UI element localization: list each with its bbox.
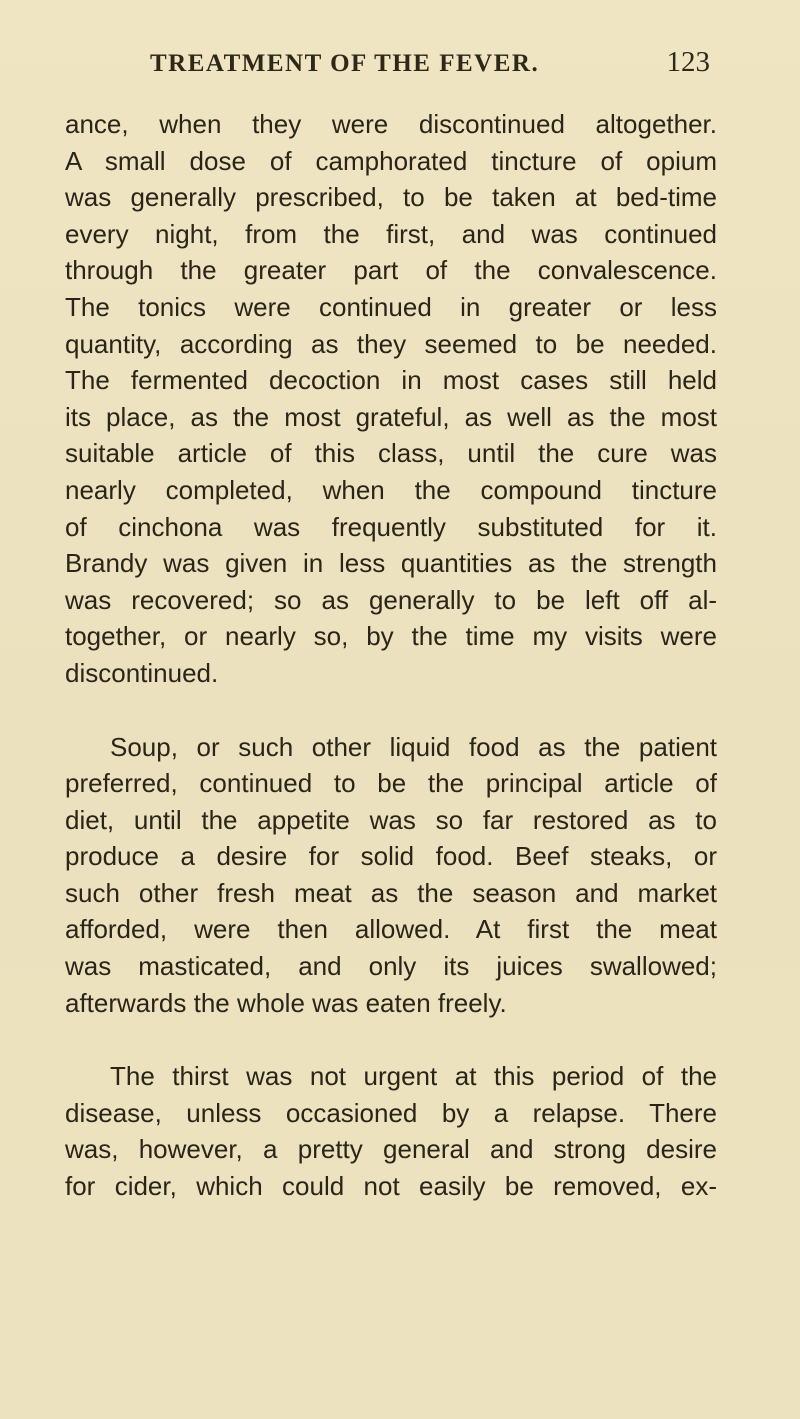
text-line: quantity, according as they seemed to be needed.	[65, 328, 717, 359]
running-head: TREATMENT OF THE FEVER.	[150, 50, 540, 77]
text-line: discontinued.	[65, 657, 219, 688]
text-line: The tonics were continued in greater or less	[65, 291, 717, 322]
text-line: ance, when they were discontinued altogether.	[65, 109, 717, 139]
text-line: its place, as the most grateful, as well as the most	[65, 401, 717, 432]
text-line: The thirst was not urgent at this period of the	[110, 1061, 717, 1092]
text-line: of cinchona was frequently substituted for it.	[65, 511, 717, 542]
text-line: disease, unless occasioned by a relapse. There	[65, 1097, 717, 1128]
text-line: diet, until the appetite was so far restored as to	[65, 804, 717, 835]
body-text	[65, 106, 717, 1205]
text-line: Soup, or such other liquid food as the patient	[110, 731, 717, 762]
text-line: produce a desire for solid food. Beef steaks, or	[65, 841, 717, 872]
text-line: afforded, were then allowed. At first the meat	[65, 914, 717, 945]
text-line: was masticated, and only its juices swallowed;	[65, 951, 717, 982]
text-line: suitable article of this class, until the cure was	[65, 438, 717, 469]
text-line: The fermented decoction in most cases still held	[65, 365, 717, 396]
page-header	[150, 44, 710, 84]
paragraph-1	[65, 106, 717, 692]
paragraph-gap	[65, 692, 717, 729]
text-line: through the greater part of the convalescence.	[65, 255, 717, 286]
text-line: was generally prescribed, to be taken at bed-time	[65, 182, 717, 213]
text-line: for cider, which could not easily be removed, ex-	[65, 1171, 717, 1202]
paragraph-3	[65, 1058, 717, 1204]
page-number: 123	[666, 46, 710, 78]
text-line: was recovered; so as generally to be left off al-	[65, 584, 717, 615]
text-line: such other fresh meat as the season and market	[65, 877, 717, 908]
text-line: Brandy was given in less quantities as the strength	[65, 548, 717, 579]
text-line: nearly completed, when the compound tincture	[65, 474, 717, 505]
paragraph-gap	[65, 1021, 717, 1058]
text-line: was, however, a pretty general and strong desire	[65, 1134, 717, 1165]
paragraph-2	[65, 729, 717, 1022]
text-line: afterwards the whole was eaten freely.	[65, 987, 507, 1018]
text-line: A small dose of camphorated tincture of opium	[65, 145, 717, 176]
text-line: preferred, continued to be the principal article of	[65, 768, 717, 799]
text-line: every night, from the first, and was continued	[65, 218, 717, 249]
text-line: together, or nearly so, by the time my visits were	[65, 621, 717, 652]
